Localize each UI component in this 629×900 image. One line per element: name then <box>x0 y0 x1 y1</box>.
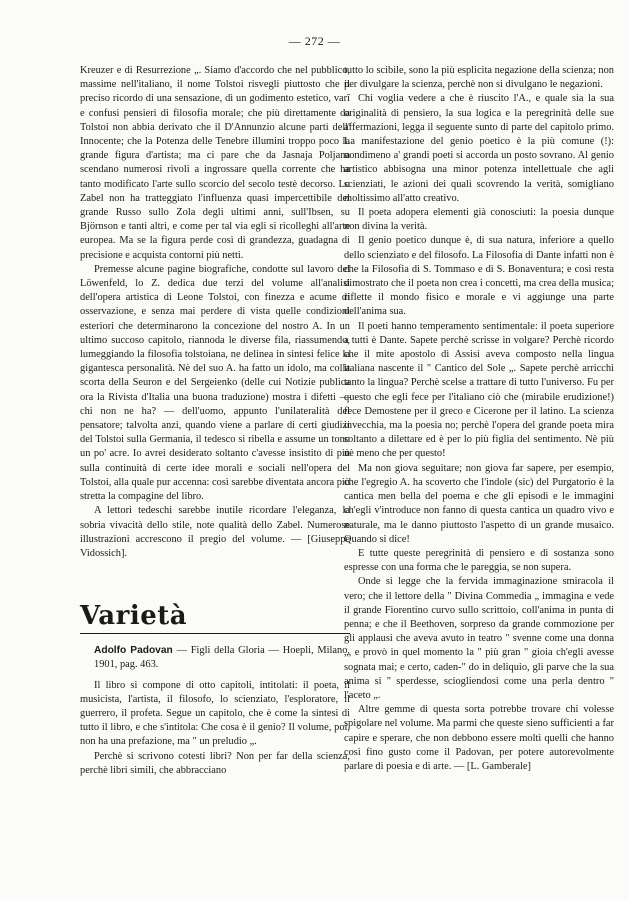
right-paragraph-5: Il poeti hanno temperamento sentimentale: il poeta superiore a tutti è Dante. Sapete perchè scrisse in volgare? Perchè ricordo che il mite apostolo di Assisi aveva composto nella lingua italiana nascente il " Cantico del Sole „. Sapete perchè arricchì tanto la lingua? Perchè scelse a trattare di tutto l'universo. Fu per questo che egli fece per l'italiano ciò che (mirabile erudizione!) fece Demostene per il greco e Cicerone per il latino. La scienza invecchia, ma la poesia no; perchè l'opera del grande poeta mira soltanto a dilettare ed è per lo più figlia del sentimento. Nè più nè meno che per questo! <box>344 320 614 460</box>
left-paragraph-1: Kreuzer e di Resurrezione „. Siamo d'accordo che nel pubblico, massime nell'italiano, il nome Tolstoi risvegli piuttosto che il preciso ricordo di una sensazione, di un godimento estetico, varî e confusi pensieri di filosofia morale; che più direttamente da Tolstoi non abbia derivato che il D'Annunzio alcune parti dell' Innocente; che la Potenza delle Tenebre illumini troppo poco la grande figura d'artista; ma ci pare che da Jasnaja Poljana scendano numerosi rivoli a ingrossare quella corrente che ha tanto modificato l'arte sullo scorcio del secolo testè decorso. Lo Zabel non ha tratteggiato l'influenza quasi impercettibile del grande Russo sullo Zola degli ultimi anni, sull'Ibsen, su Björnson e tanti altri, e come per tal via egli si ricolleghi all'arte europea. Ma se la figura perde così di grandezza, guadagna di precisione e acquista contorni più netti. <box>80 65 350 261</box>
left-paragraph-3: A lettori tedeschi sarebbe inutile ricordare l'eleganza, la sobria vivacità dello stile, note qualità dello Zabel. Numerose illustrazioni accrescono il pregio del volume. — [Giuseppe Vidossich]. <box>80 505 350 559</box>
left-paragraph-2: Premesse alcune pagine biografiche, condotte sul lavoro del Löwenfeld, lo Z. dedica due terzi del volume all'analisi dell'opera artistica di Leone Tolstoi, con finezza e acume di osservazione, e senza mai perdere di vista quelle condizioni esteriori che determinarono la concezione del nostro A. In un ultimo succoso capitolo, riannoda le diverse fila, riassumendo, lumeggiando la filosofia tolstoiana, ne delinea in sintesi felice la gigantesca personalità. Nè del suo A. ha fatto un idolo, ma colla scorta della Seuron e del Sergeienko (delle cui Notizie publica ora la Rivista d'Italia una buona traduzione) mostra i difetti — chi non ne ha? — dell'uomo, appunto l'unilateralità del pensatore; talvolta anzi, quando viene a parlare di certi giudizi del Tolstoi sulla Germania, il tedesco si ribella e assume un tono un po' acre. Io avrei desiderato soltanto c'avesse insistito di più sulla continuità di certe idee morali e sociali nell'opera del Tolstoi, alla quale pur accenna: così sarebbe diventata ancora più stretta la compagine del libro. <box>80 263 350 503</box>
right-paragraph-6: Ma non giova seguitare; non giova far sapere, per esempio, che l'egregio A. ha scoverto che l'indole (sic) del Purgatorio è la cantica men bella del poema e che gli episodi e le immagini ch'egli v'introduce non fanno di questa cantica un quadro vivo e naturale, ma le danno piuttosto l'aspetto di un grande musaico. Quando si dice! <box>344 462 614 545</box>
book-details: — Figli della Gloria — Hoepli, Milano, 1901, pag. 463. <box>94 645 350 671</box>
right-paragraph-8: Onde si legge che la fervida immaginazione smiracola il vero; che il lettore della " Divina Commedia „ immagina e vede il grande Fiorentino curvo sullo scrittoio, coll'anima in punta di penna; e che il Beethoven, sorpreso da grande commozione per gli applausi che aveva avuto in teatro " svenne come una donna „, e provò in quel momento la " più gran " gioia ch'egli avesse sognata mai; e certo, caden-" do in deliquio, gli parve che la sua anima si " sperdesse, sciogliendosi come una perla dentro " l'aceto „. <box>344 576 614 701</box>
right-paragraph-7: E tutte queste peregrinità di pensiero e di sostanza sono espresse con una forma che le pareggia, se non supera. <box>344 547 614 574</box>
section-title: Varietà <box>80 601 188 632</box>
right-paragraph-1: tutto lo scibile, sono la più esplicita negazione della scienza; non per divulgare la scienza, perchè non si divulgano le negazioni. <box>344 65 614 91</box>
section-divider <box>80 633 350 634</box>
left-paragraph-4: Il libro si compone di otto capitoli, intitolati: il poeta, il musicista, l'artista, il filosofo, lo scienziato, l'esploratore, il guerrero, il profeta. Segue un capitolo, che è come la sintesi di tutto il libro, e che s'intitola: Che cosa è il genio? Il volume, poi, non ha una prefazione, ma " un preludio „. <box>80 679 350 748</box>
right-paragraph-2: Chi voglia vedere a che è riuscito l'A., e quale sia la sua originalità di pensiero, la sua logica e la peregrinità delle sue affermazioni, legga il seguente sunto di parte del capitolo primo. La manifestazione del genio poetico è la più comune (!): nondimeno a' grandi poeti si accorda un posto sovrano. Al genio artistico abbisogna una minor potenza intellettuale che agli scienziati, le azioni dei quali scovrendo la verità, somigliano moltissimo all'atto creativo. <box>344 93 614 204</box>
right-paragraph-4: Il genio poetico dunque è, di sua natura, inferiore a quello dello scienziato e del filosofo. La Filosofia di Dante infatti non è che la Filosofia di S. Tommaso e di S. Bonaventura; e così resta dimostrato che il poeta non crea i concetti, ma crea della musica; riflette il mondo fisico e morale e vi aggiunge una parte dell'anima sua. <box>344 235 614 318</box>
right-paragraph-9: Altre gemme di questa sorta potrebbe trovare chi volesse spigolare nel volume. Ma parmi che queste sieno sufficienti a far capire e sperare, che non debbono essere molti quelli che hanno così fino gusto come il Padovan, per potere autorevolmente parlare di poesia e di arte. — [L. Gamberale] <box>344 704 614 772</box>
left-column <box>80 64 350 778</box>
right-paragraph-3: Il poeta adopera elementi già conosciuti: la poesia dunque non divina la verità. <box>344 207 614 233</box>
left-paragraph-5: Perchè si scrivono cotesti libri? Non per far della scienza, perchè libri simili, che abbracciano <box>80 750 350 776</box>
book-author: Adolfo Padovan <box>94 645 173 657</box>
book-citation <box>80 644 350 672</box>
page-number: — 272 — <box>288 34 341 48</box>
right-column <box>344 64 614 774</box>
